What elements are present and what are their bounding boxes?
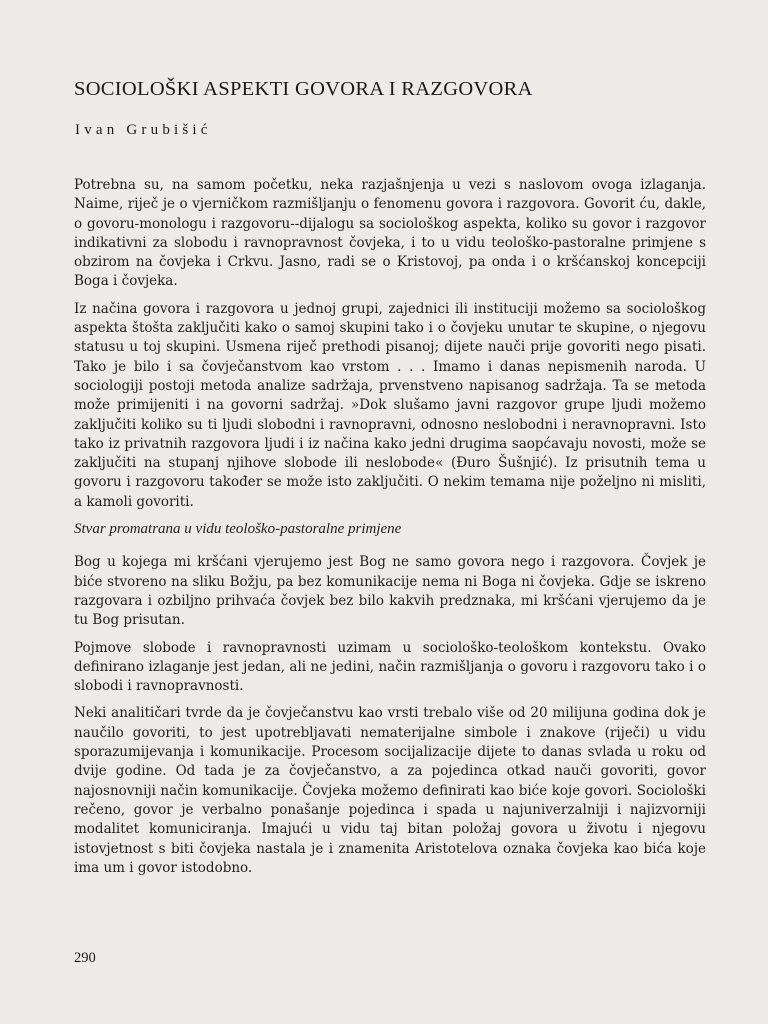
page-number: 290 [74,950,96,966]
paragraph-intro-1: Potrebna su, na samom početku, neka razjašnjenja u vezi s naslovom ovoga izlaganja. Naime, riječ je o vjerničkom razmišljanju o fenomenu govora i razgovora. Govorit ću, dakle, o govoru-monologu i razgovoru--dijalogu sa sociološkog aspekta, koliko su govor i razgovor indikativni za slobodu i ravnopravnost čovjeka, i to u vidu teološko-pastoralne primjene s obzirom na čovjeka i Crkvu. Jasno, radi se o Kristovoj, pa onda i o kršćanskoj koncepciji Boga i čovjeka. [74,177,706,290]
paragraph-main-2: Pojmove slobode i ravnopravnosti uzimam u sociološko-teološkom kontekstu. Ovako definirano izlaganje jest jedan, ali ne jedini, način razmišljanja o govoru i razgovoru tako i o slobodi i ravnopravnosti. [74,639,706,695]
paragraph-main-1: Bog u kojega mi kršćani vjerujemo jest Bog ne samo govora nego i razgovora. Čovjek je biće stvoreno na sliku Božju, pa bez komunikacije nema ni Boga ni čovjeka. Gdje se iskreno razgovara i ozbiljno prihvaća čovjek bez bilo kakvih predznaka, mi kršćani vjerujemo da je tu Bog prisutan. [74,554,706,629]
paragraph-main-3: Neki analitičari tvrde da je čovječanstvu kao vrsti trebalo više od 20 milijuna godina dok je naučilo govoriti, to jest upotrebljavati nematerijalne simbole i znakove (riječi) u vidu sporazumijevanja i komunikacije. Procesom socijalizacije dijete to danas svlada u roku od dvije godine. Od tada je za čovječanstvo, a za pojedinca otkad nauči govoriti, govor najosnovniji način komunikacije. Čovjeka možemo definirati kao biće koje govori. Sociološki rečeno, govor je verbalno ponašanje pojedinca i spada u najuniverzalniji i najizvorniji modalitet komuniciranja. Imajući u vidu taj bitan položaj govora u životu i njegovu istovjetnost s biti čovjeka nastala je i znamenita Aristotelova oznaka čovjeka kao bića koje ima um i govor istodobno. [74,705,706,876]
author-name: Ivan Grubišić [75,122,212,138]
section-subheading: Stvar promatrana u vidu teološko-pastoralne primjene [74,521,402,538]
article-body [74,176,706,886]
page-title: SOCIOLOŠKI ASPEKTI GOVORA I RAZGOVORA [74,78,533,100]
paragraph-intro-2: Iz načina govora i razgovora u jednoj grupi, zajednici ili instituciji možemo sa sociološkog aspekta štošta zaključiti kako o samoj skupini tako i o čovjeku unutar te skupine, o njegovu statusu u toj skupini. Usmena riječ prethodi pisanoj; dijete nauči prije govoriti nego pisati. Tako je bilo i sa čovječanstvom kao vrstom . . . Imamo i danas nepismenih naroda. U sociologiji postoji metoda analize sadržaja, prvenstveno napisanog sadržaja. Ta se metoda može primijeniti i na govorni sadržaj. »Dok slušamo javni razgovor grupe ljudi možemo zaključiti koliko su ti ljudi slobodni i ravnopravni, odnosno neslobodni i neravnopravni. Isto tako iz privatnih razgovora ljudi i iz načina kako jedni drugima saopćavaju novosti, može se zaključiti na stupanj njihove slobode ili neslobode« (Đuro Šušnjić). Iz prisutnih tema u govoru i razgovoru također se može isto zaključiti. O nekim temama nije poželjno ni misliti, a kamoli govoriti. [74,300,706,510]
